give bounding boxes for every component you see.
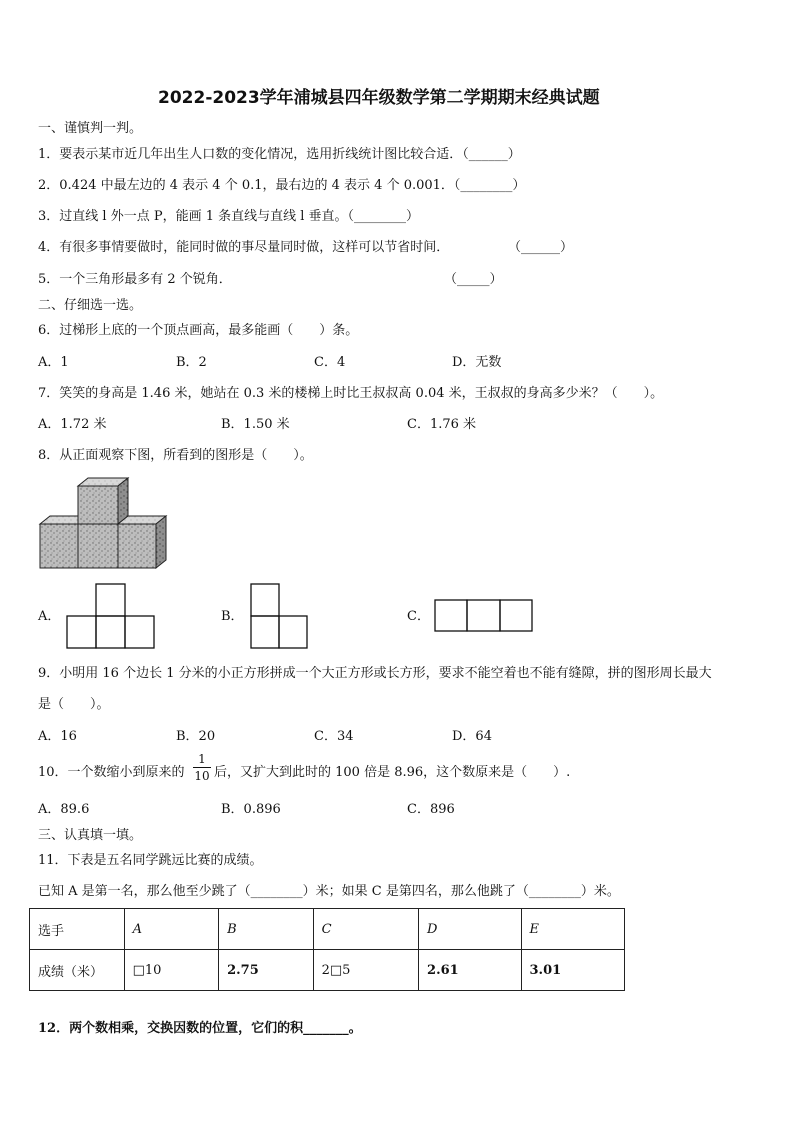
q10-option-b: B．0.896 (221, 802, 281, 817)
q6-option-c: C．4 (314, 355, 346, 370)
q9-option-b: B．20 (176, 729, 216, 744)
q10-option-a: A．89.6 (38, 802, 90, 817)
question-9-line2: 是（ ）。 (38, 697, 110, 712)
q9-option-d: D．64 (452, 729, 492, 744)
table-header-cell: E (521, 909, 625, 950)
table-cell: 2□5 (313, 950, 418, 991)
table-row-label: 成绩（米） (30, 950, 125, 991)
score-table (29, 908, 625, 991)
question-4-blank: （______） (508, 240, 574, 255)
table-cell: 2.61 (419, 950, 521, 991)
question-1: 1．要表示某市近几年出生人口数的变化情况，选用折线统计图比较合适．（______） (38, 147, 521, 162)
question-11-line2: 已知 A 是第一名，那么他至少跳了（________）米；如果 C 是第四名，那么他跳了（________）米。 (38, 884, 620, 899)
q8-option-b: B． (221, 609, 244, 624)
q8-option-a-figure (66, 583, 156, 649)
table-cell: 3.01 (521, 950, 625, 991)
q8-option-b-figure (250, 583, 310, 649)
question-5-blank: （_____） (444, 272, 503, 287)
question-4: 4．有很多事情要做时，能同时做的事尽量同时做，这样可以节省时间． (38, 240, 450, 255)
q6-option-d: D．无数 (452, 355, 502, 370)
q8-option-c-figure (434, 599, 534, 633)
q10-fraction (193, 752, 211, 783)
question-12: 12．两个数相乘，交换因数的位置，它们的积_______。 (38, 1021, 362, 1036)
q10-option-c: C．896 (407, 802, 455, 817)
table-header-cell: C (313, 909, 418, 950)
q10-fraction-numerator: 1 (198, 752, 206, 766)
question-6: 6．过梯形上底的一个顶点画高，最多能画（ ）条。 (38, 323, 359, 338)
table-header-cell: A (124, 909, 219, 950)
question-5: 5．一个三角形最多有 2 个锐角． (38, 272, 232, 287)
table-header-row (30, 909, 625, 950)
q7-option-b: B．1.50 米 (221, 417, 290, 432)
section-heading-1: 一、谨慎判一判。 (38, 121, 143, 136)
question-9-line1: 9．小明用 16 个边长 1 分米的小正方形拼成一个大正方形或长方形，要求不能空着也不能有缝隙，拼的图形周长最大 (38, 666, 712, 681)
table-cell: 2.75 (219, 950, 314, 991)
cube-stack-figure (38, 476, 178, 572)
q6-option-b: B．2 (176, 355, 207, 370)
question-8: 8．从正面观察下图，所看到的图形是（ ）。 (38, 448, 313, 463)
section-heading-2: 二、仔细选一选。 (38, 298, 143, 313)
section-heading-3: 三、认真填一填。 (38, 828, 143, 843)
q9-option-a: A．16 (38, 729, 77, 744)
table-header-cell: D (419, 909, 521, 950)
q7-option-a: A．1.72 米 (38, 417, 107, 432)
question-3: 3．过直线 l 外一点 P，能画 1 条直线与直线 l 垂直。（________） (38, 209, 420, 224)
q9-option-c: C．34 (314, 729, 354, 744)
table-header-cell: B (219, 909, 314, 950)
question-10-pre: 10．一个数缩小到原来的 (38, 765, 185, 780)
q6-option-a: A．1 (38, 355, 69, 370)
q10-fraction-denominator: 10 (194, 769, 210, 783)
q8-option-a: A． (38, 609, 61, 624)
q10-fraction-bar (193, 767, 211, 768)
question-2: 2．0.424 中最左边的 4 表示 4 个 0.1，最右边的 4 表示 4 个 0.001．（________） (38, 178, 526, 193)
question-10-post: 后，又扩大到此时的 100 倍是 8.96，这个数原来是（ ）. (214, 765, 571, 780)
table-cell: □10 (124, 950, 219, 991)
table-header-cell: 选手 (30, 909, 125, 950)
q8-option-c: C． (407, 609, 430, 624)
table-row (30, 950, 625, 991)
question-11: 11．下表是五名同学跳远比赛的成绩。 (38, 853, 263, 868)
q7-option-c: C．1.76 米 (407, 417, 477, 432)
page-title: 2022-2023学年浦城县四年级数学第二学期期末经典试题 (158, 88, 600, 108)
question-7: 7．笑笑的身高是 1.46 米，她站在 0.3 米的楼梯上时比王叔叔高 0.04 米，王叔叔的身高多少米？（ ）。 (38, 386, 664, 401)
